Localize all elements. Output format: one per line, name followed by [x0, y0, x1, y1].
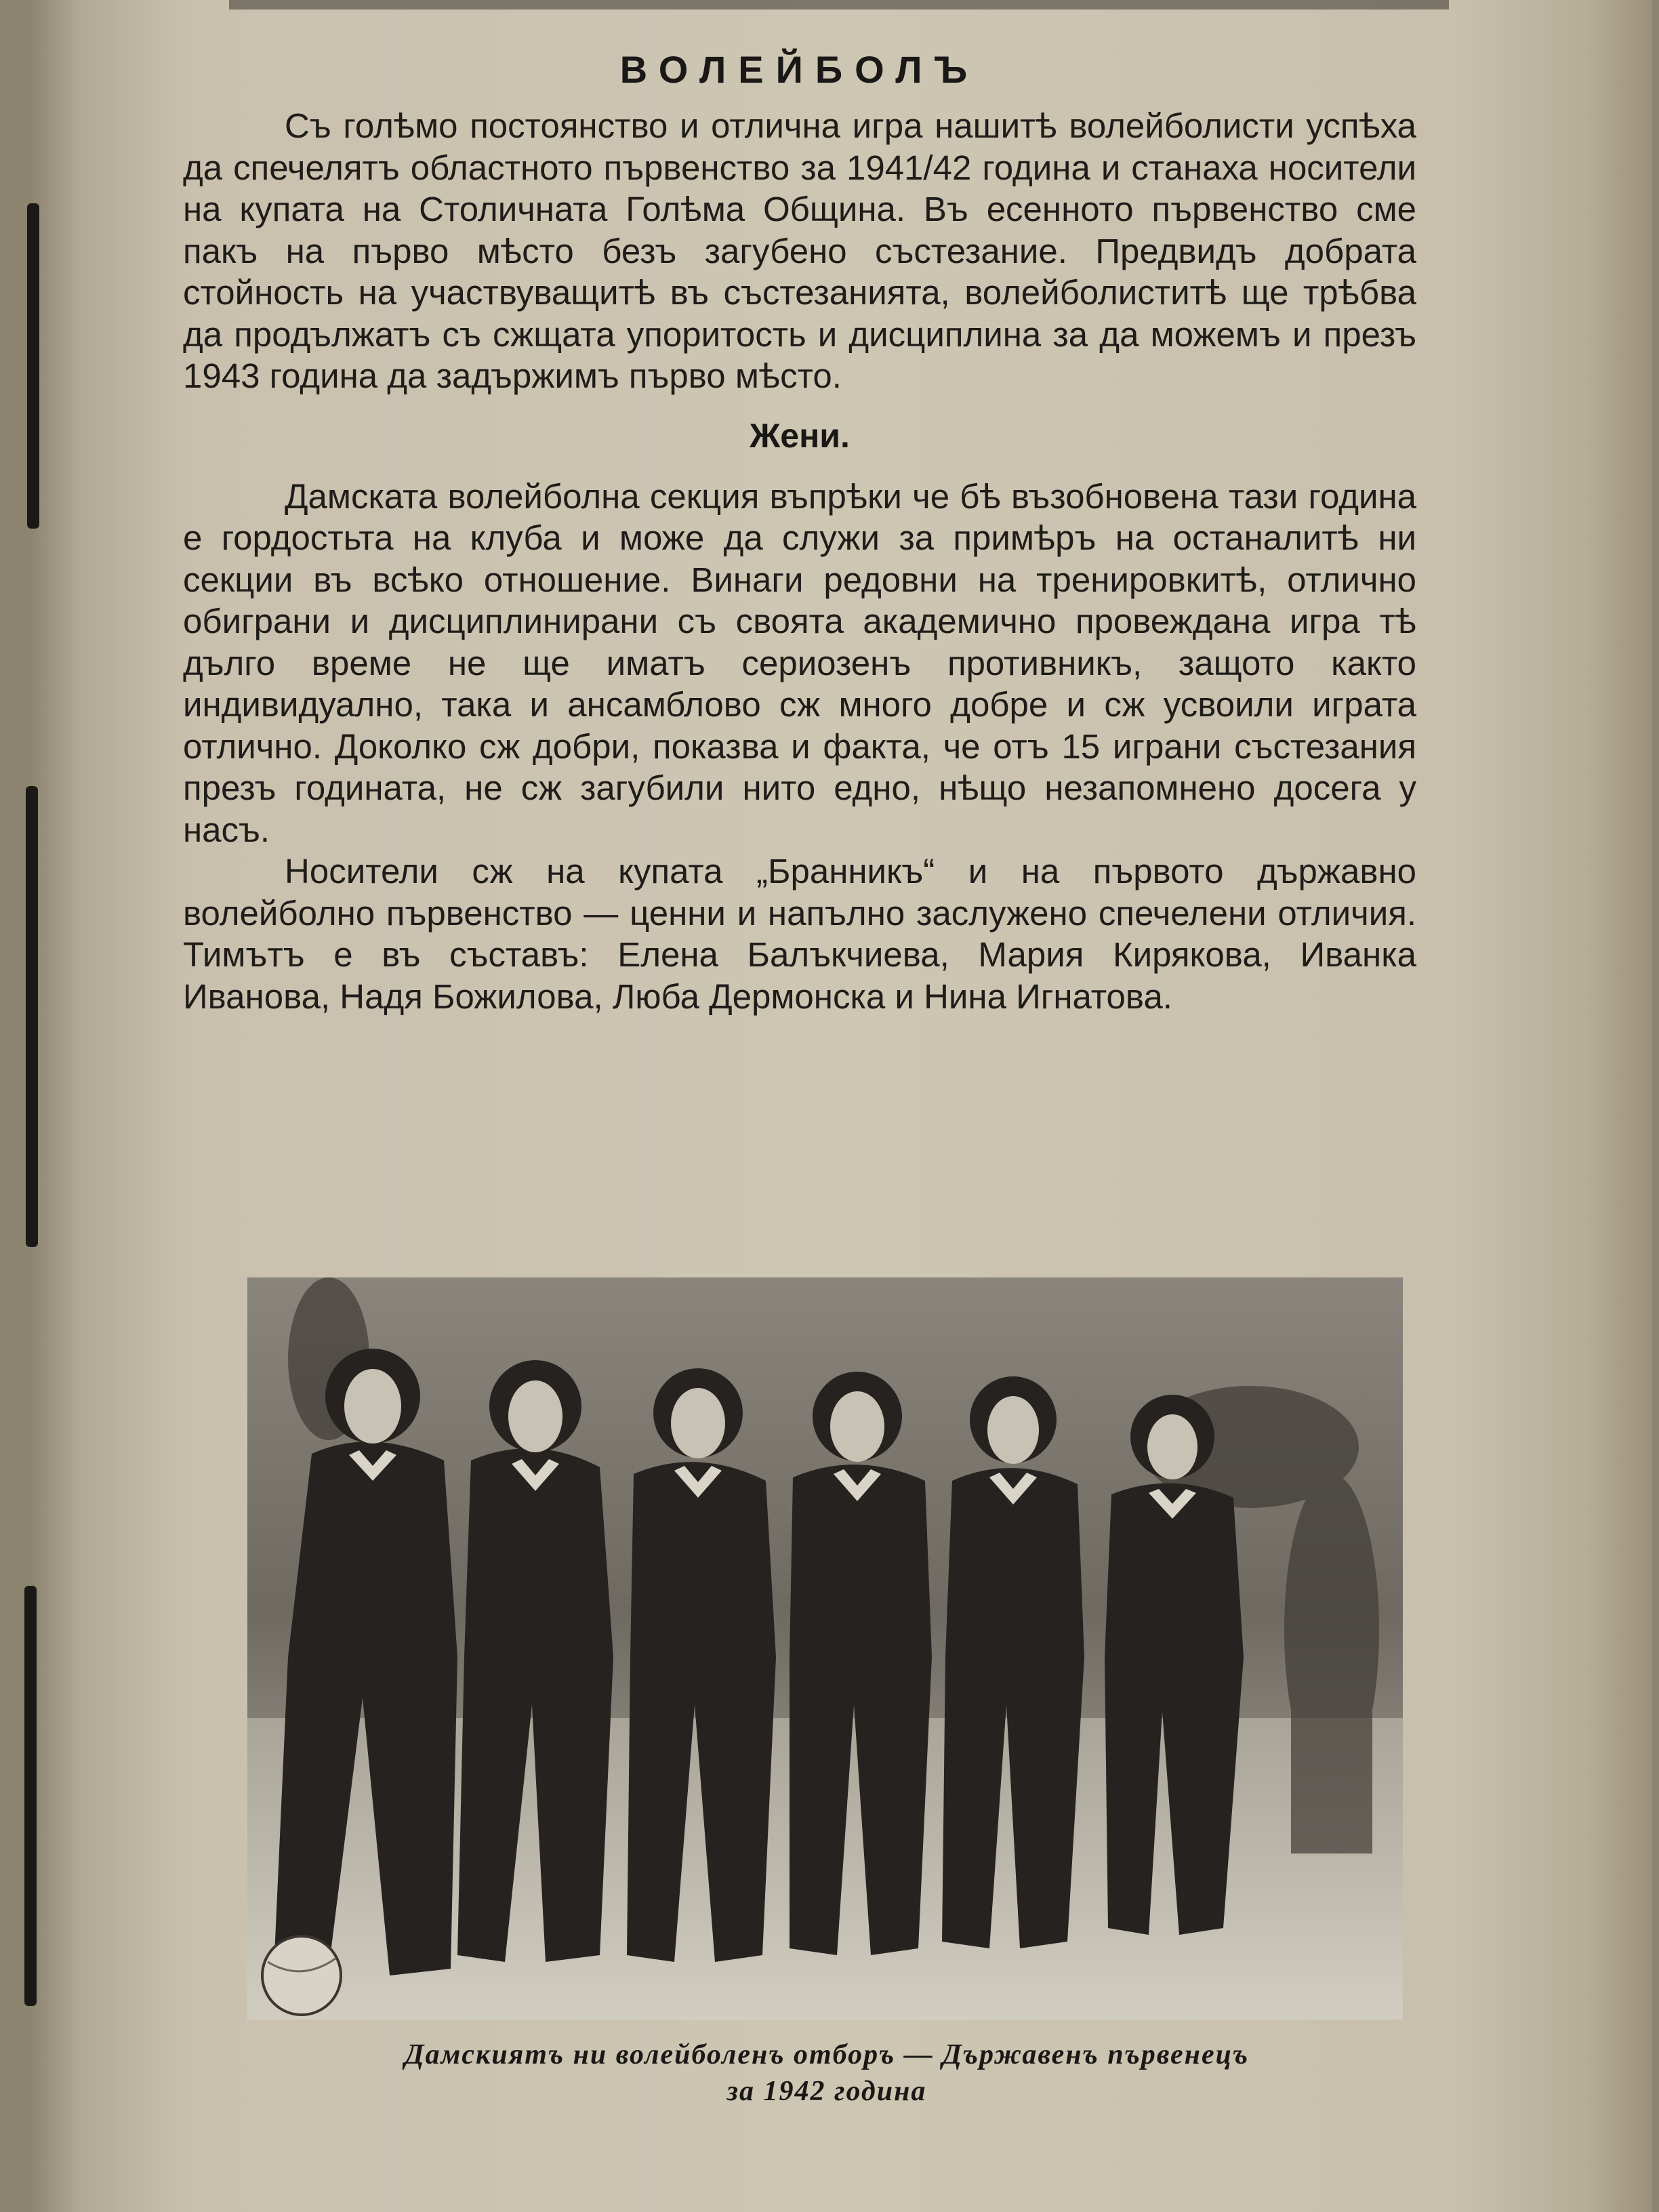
article-title: ВОЛЕЙБОЛЪ [619, 48, 980, 91]
article [183, 47, 1416, 1017]
photo-caption-line-1: Дамскиятъ ни волейболенъ отборъ — Държавенъ първенецъ [404, 2039, 1250, 2070]
photo-caption [224, 2036, 1430, 2110]
binding-thread-mark [26, 786, 38, 1247]
women-paragraph-2: Носители сж на купата „Бранникъ“ и на първото държавно волейболно първенство — ценни и напълно заслужено спечелени отличия. Тимътъ е въ съставъ: Елена Балъкчиева, Мария Кирякова, Иванка Иванова, Надя Божилова, Люба Дермонска и Нина Игнатова. [183, 852, 1416, 1016]
section-heading-women: Жени. [750, 416, 850, 455]
binding-thread-mark [24, 1586, 37, 2006]
binding-thread-mark [27, 203, 39, 529]
women-paragraph-1: Дамската волейболна секция въпрѣки че бѣ възобновена тази година е гордостьта на клуба и може да служи за примѣръ на останалитѣ ни секции въ всѣко отношение. Винаги редовни на тренировкитѣ, отлично обиграни и дисциплинирани съ своята академично провеждана игра тѣ дълго време не ще иматъ сериозенъ противникъ, защото както индивидуално, така и ансамблово сж много добре и сж усвоили играта отлично. Доколко сж добри, показва и факта, че отъ 15 играни състезания презъ годината, не сж загубили нито едно, нѣщо незапомнено досега у насъ. [183, 476, 1416, 849]
top-page-rule [229, 0, 1449, 9]
team-photo-drawing [247, 1277, 1403, 2020]
team-photo [247, 1277, 1403, 2020]
photo-caption-line-2: за 1942 година [726, 2076, 927, 2107]
intro-paragraph: Съ голѣмо постоянство и отлична игра нашитѣ волейболисти успѣха да спечелятъ областното първенство за 1941/42 година и станаха носители на купата на Столичната Голѣма Община. Въ есенното първенство сме пакъ на първо мѣсто безъ загубено състезание. Предвидъ добрата стойность на участвуващитѣ въ състезанията, волейболиститѣ ще трѣбва да продължатъ съ сжщата упоритость и дисциплина за да можемъ и презъ 1943 година да задържимъ първо мѣсто. [183, 106, 1416, 395]
